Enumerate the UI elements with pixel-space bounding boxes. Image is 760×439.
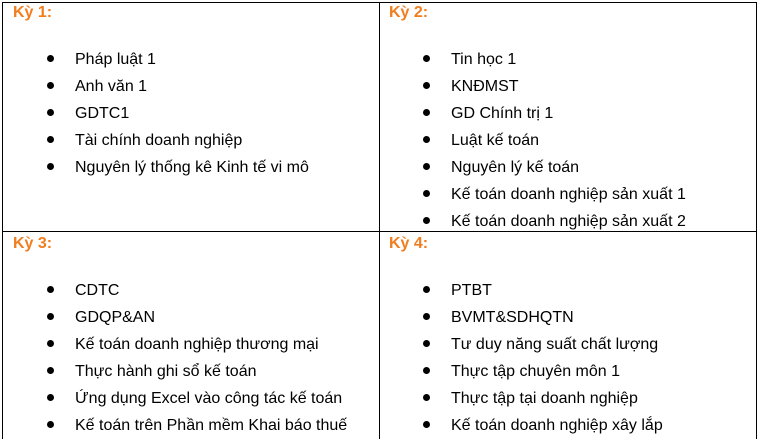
course-name: BVMT&SDHQTN [451, 309, 574, 326]
list-item [3, 73, 309, 100]
course-list-1 [3, 46, 309, 181]
term-title-4: Kỳ 4: [389, 235, 429, 252]
bullet-icon [47, 163, 54, 170]
course-name: Kế toán doanh nghiệp thương mại [75, 336, 319, 353]
course-name: Thực hành ghi sổ kế toán [75, 363, 257, 380]
list-item [379, 100, 686, 127]
list-item [379, 331, 663, 358]
term-title-2: Kỳ 2: [389, 4, 429, 21]
bullet-icon [423, 313, 430, 320]
list-item [3, 46, 309, 73]
list-item [3, 412, 347, 439]
list-item [379, 304, 663, 331]
bullet-icon [47, 394, 54, 401]
term-cell-2 [379, 0, 756, 231]
course-list-3 [3, 277, 347, 439]
bullet-icon [423, 163, 430, 170]
bullet-icon [423, 55, 430, 62]
bullet-icon [47, 82, 54, 89]
course-name: Nguyên lý thống kê Kinh tế vi mô [75, 159, 309, 176]
course-name: Thực tập chuyên môn 1 [451, 363, 621, 380]
bullet-icon [423, 421, 430, 428]
list-item [3, 385, 347, 412]
bullet-icon [423, 367, 430, 374]
course-name: Kế toán doanh nghiệp xây lắp [451, 417, 663, 434]
bullet-icon [423, 82, 430, 89]
course-name: GD Chính trị 1 [451, 105, 554, 122]
list-item [3, 154, 309, 181]
course-list-2 [379, 46, 686, 235]
course-name: CDTC [75, 282, 120, 299]
bullet-icon [423, 286, 430, 293]
bullet-icon [423, 136, 430, 143]
course-name: Tin học 1 [451, 51, 517, 68]
list-item [379, 385, 663, 412]
bullet-icon [47, 367, 54, 374]
bullet-icon [47, 313, 54, 320]
course-list-4 [379, 277, 663, 439]
term-cell-1 [3, 0, 379, 231]
bullet-icon [423, 109, 430, 116]
bullet-icon [47, 55, 54, 62]
course-name: KNĐMST [451, 78, 519, 95]
list-item [379, 181, 686, 208]
course-name: Kế toán trên Phần mềm Khai báo thuế [75, 417, 348, 434]
bullet-icon [47, 286, 54, 293]
list-item [379, 73, 686, 100]
list-item [379, 46, 686, 73]
bullet-icon [423, 394, 430, 401]
list-item [379, 277, 663, 304]
list-item [3, 100, 309, 127]
course-name: Anh văn 1 [75, 78, 148, 95]
term-title-3: Kỳ 3: [13, 235, 53, 252]
list-item [3, 331, 347, 358]
list-item [3, 358, 347, 385]
list-item [379, 154, 686, 181]
course-name: Kế toán doanh nghiệp sản xuất 2 [451, 213, 686, 230]
term-title-1: Kỳ 1: [13, 4, 53, 21]
course-name: PTBT [451, 282, 492, 299]
course-name: Thực tập tại doanh nghiệp [451, 390, 638, 407]
list-item [379, 358, 663, 385]
course-name: Pháp luật 1 [75, 51, 156, 68]
term-cell-4 [379, 231, 756, 439]
bullet-icon [423, 217, 430, 224]
course-name: Tư duy năng suất chất lượng [451, 336, 659, 353]
course-name: GDQP&AN [75, 309, 156, 326]
course-name: Nguyên lý kế toán [451, 159, 580, 176]
term-cell-3 [3, 231, 379, 439]
bullet-icon [423, 340, 430, 347]
table-border-right [756, 2, 757, 439]
list-item [3, 277, 347, 304]
course-name: Ứng dụng Excel vào công tác kế toán [75, 390, 343, 407]
bullet-icon [423, 190, 430, 197]
bullet-icon [47, 136, 54, 143]
course-name: Luật kế toán [451, 132, 540, 149]
course-name: GDTC1 [75, 105, 130, 122]
list-item [3, 127, 309, 154]
list-item [3, 304, 347, 331]
list-item [379, 412, 663, 439]
bullet-icon [47, 421, 54, 428]
bullet-icon [47, 109, 54, 116]
list-item [379, 127, 686, 154]
course-name: Kế toán doanh nghiệp sản xuất 1 [451, 186, 686, 203]
bullet-icon [47, 340, 54, 347]
course-name: Tài chính doanh nghiệp [75, 132, 243, 149]
